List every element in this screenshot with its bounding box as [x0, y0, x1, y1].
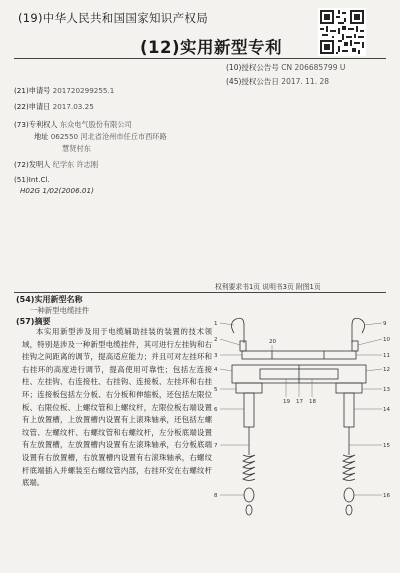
ref-label: 4 [214, 367, 218, 373]
inventors: (72)发明人 纪学东 许志刚 [14, 160, 99, 169]
ref-label: 10 [383, 337, 390, 343]
publication-date: (45)授权公告日 2017. 11. 28 [226, 77, 330, 86]
ref-label: 12 [383, 367, 390, 373]
utility-model-name-label: (54)实用新型名称 [16, 295, 83, 304]
publication-number: (10)授权公告号 CN 206685799 U [226, 63, 346, 72]
document-type: (12)实用新型专利 [140, 38, 283, 57]
ref-label: 19 [283, 399, 290, 405]
abstract-label: (57)摘要 [16, 317, 51, 326]
patentee-address-line2: 慧贤村东 [62, 144, 91, 153]
ipc-class: H02G 1/02(2006.01) [20, 186, 94, 195]
section-rule [14, 292, 386, 293]
ref-label: 5 [214, 387, 218, 393]
patentee: (73)专利权人 东众电气股份有限公司 [14, 120, 132, 129]
ref-label: 7 [214, 443, 218, 449]
ref-label: 8 [214, 493, 218, 499]
issuing-office: (19)中华人民共和国国家知识产权局 [18, 11, 209, 25]
ref-label: 18 [309, 399, 316, 405]
ref-label: 16 [383, 493, 390, 499]
cable-hanger-drawing [231, 318, 366, 515]
ref-label: 15 [383, 443, 390, 449]
application-number: (21)申请号 201720299255.1 [14, 86, 115, 95]
ref-label: 14 [383, 407, 390, 413]
utility-model-name: 一种新型电缆挂件 [30, 306, 90, 315]
ipc-label: (51)Int.Cl. [14, 175, 50, 184]
ref-label: 13 [383, 387, 390, 393]
ref-label: 1 [214, 321, 218, 327]
abstract-text: 本实用新型涉及用于电缆辅助挂装的装置的技术领域，特别是涉及一种新型电缆挂件，其可进行左挂钩和右挂钩之间距离的调节，提高适应能力；并且可对左挂环和右挂环的高度进行调节，提高使用可靠性；包括左连接柱、左挂钩、右连接柱、右挂钩、连接板、左挂环和右挂环；连接板包括左分板、右分板和伸缩板，还包括左限位板、右限位板、上螺纹管和上螺纹杆，左限位板右端设置有上放置槽，上放置槽内设置有上滚珠轴承，还包括左螺纹管、左螺纹杆、右螺纹管和右螺纹杆，左分板底端设置有左放置槽，左放置槽内设置有左滚珠轴承，右分板底端设置有右放置槽，右放置槽内设置有右滚珠轴承，右螺纹杆底端插入并螺装至右螺纹管内部，右挂环安在右螺纹杆底端。 [22, 327, 212, 488]
ref-label: 3 [214, 353, 218, 359]
ref-label: 20 [269, 339, 276, 345]
filing-date: (22)申请日 2017.03.25 [14, 102, 94, 111]
ref-label: 11 [383, 353, 390, 359]
ref-label: 6 [214, 407, 218, 413]
qr-code-icon [318, 8, 366, 56]
abstract-figure [212, 305, 390, 535]
ref-label: 9 [383, 321, 387, 327]
ref-label: 2 [214, 337, 218, 343]
ref-label: 17 [296, 399, 303, 405]
header-rule [14, 58, 386, 59]
patentee-address: 地址 062550 河北省沧州市任丘市西环路 [34, 132, 167, 141]
page-count-info: 权利要求书1页 说明书3页 附图1页 [215, 283, 321, 291]
